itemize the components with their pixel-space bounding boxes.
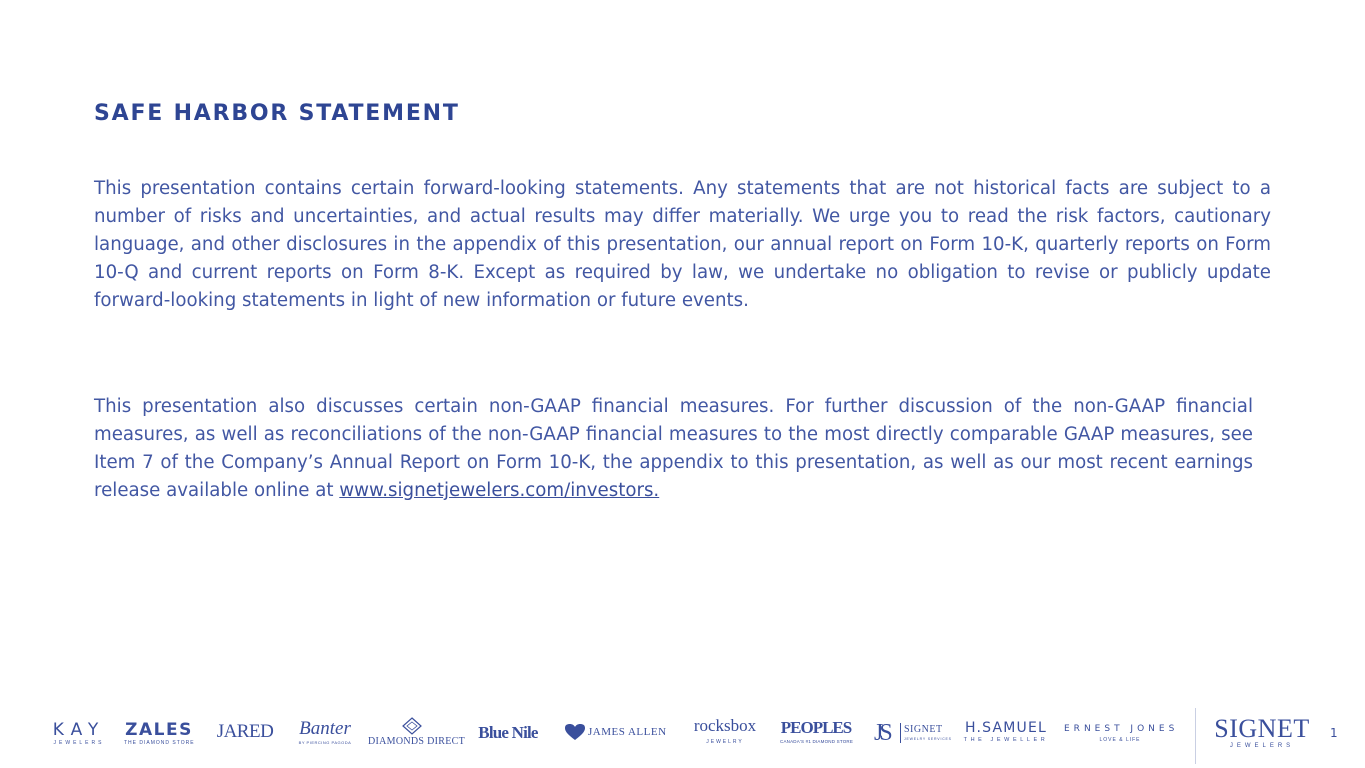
rocksbox-logo: rocksbox JEWELRY <box>693 716 757 745</box>
investors-link[interactable]: www.signetjewelers.com/investors. <box>339 480 660 501</box>
safe-harbor-paragraph: This presentation contains certain forward-looking statements. Any statements that are not historical facts are subject to a number of risks and uncertainties, and actual results may differ materially. We urge you to read the risk factors, cautionary language, and other disclosures in the appendix of this presentation, our annual report on Form 10-K, quarterly reports on Form 10-Q and current reports on Form 8-K. Except as required by law, we undertake no obligation to revise or publicly update forward-looking statements in light of new information or future events. <box>94 178 1271 311</box>
heart-icon <box>564 723 586 741</box>
blue-nile-logo: Blue Nile <box>478 723 538 742</box>
zales-logo: ZALES THE DIAMOND STORE <box>124 720 195 746</box>
kay-logo: KAY JEWELERS <box>52 720 106 746</box>
diamond-icon <box>402 717 422 735</box>
brand-logo-bar: KAY JEWELERS ZALES THE DIAMOND STORE JARED Banter BY PIERCING PAGODA DIAMONDS DIRECT Blue Nile JAMES ALLEN rocksbox JEWELRY PEOPLES CANADA'S #1 DIAMOND STORE JS SIGNET JEWELRY SERVICES H.SAMUEL THE JEWELLER ERNEST JONES LOVE & LIFE SIGNET JEWELERS 1 <box>0 705 1365 768</box>
page-number: 1 <box>1330 726 1338 740</box>
signet-logo: SIGNET JEWELERS <box>1214 714 1310 749</box>
banter-logo: Banter BY PIERCING PAGODA <box>298 718 352 745</box>
non-gaap-paragraph <box>94 393 1253 505</box>
non-gaap-text: This presentation also discusses certain non-GAAP financial measures. For further discussion of the non-GAAP financial measures, as well as reconciliations of the non-GAAP financial measures to the most directly comparable GAAP measures, see Item 7 of the Company’s Annual Report on Form 10-K, the appendix to this presentation, as well as our most recent earnings release available online at <box>94 396 1253 501</box>
h-samuel-logo: H.SAMUEL THE JEWELLER <box>963 720 1049 743</box>
page-title: SAFE HARBOR STATEMENT <box>94 101 460 126</box>
peoples-logo: PEOPLES CANADA'S #1 DIAMOND STORE <box>780 718 854 744</box>
diamonds-direct-logo: DIAMONDS DIRECT <box>368 717 456 749</box>
ernest-jones-logo: ERNEST JONES LOVE & LIFE <box>1064 724 1179 743</box>
jared-logo: JARED <box>216 721 274 742</box>
logo-divider <box>1195 708 1196 764</box>
js-monogram: JS <box>874 720 889 746</box>
js-signet-divider <box>900 723 901 743</box>
